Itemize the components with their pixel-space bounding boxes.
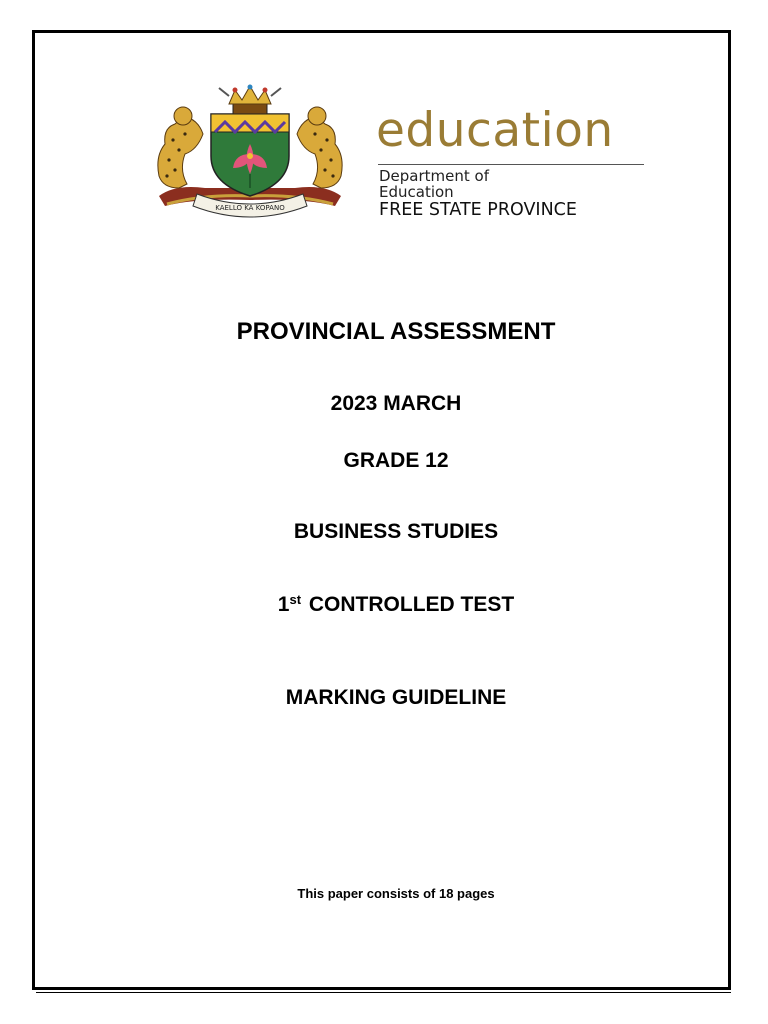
page-count-note: This paper consists of 18 pages (297, 886, 495, 901)
assessment-session: 2023 MARCH (330, 392, 462, 415)
test-name: CONTROLLED TEST (308, 593, 515, 616)
subject-title: BUSINESS STUDIES (293, 520, 499, 543)
coat-of-arms-icon (145, 84, 355, 230)
department-logo (376, 104, 646, 224)
crest-motto: KAELLO KA KOPANO (215, 204, 285, 212)
province-name: FREE STATE PROVINCE (379, 200, 577, 220)
assessment-heading: PROVINCIAL ASSESSMENT (236, 318, 556, 345)
department-name-line2: Education (379, 183, 454, 201)
test-ordinal-number: 1 (277, 593, 290, 616)
test-title (0, 592, 768, 617)
logo-divider (378, 164, 644, 165)
education-wordmark: education (376, 103, 614, 158)
test-ordinal-suffix: st (289, 592, 302, 607)
department-name-line1: Department of (379, 167, 489, 185)
document-type: MARKING GUIDELINE (285, 686, 507, 709)
grade-label: GRADE 12 (343, 449, 449, 472)
